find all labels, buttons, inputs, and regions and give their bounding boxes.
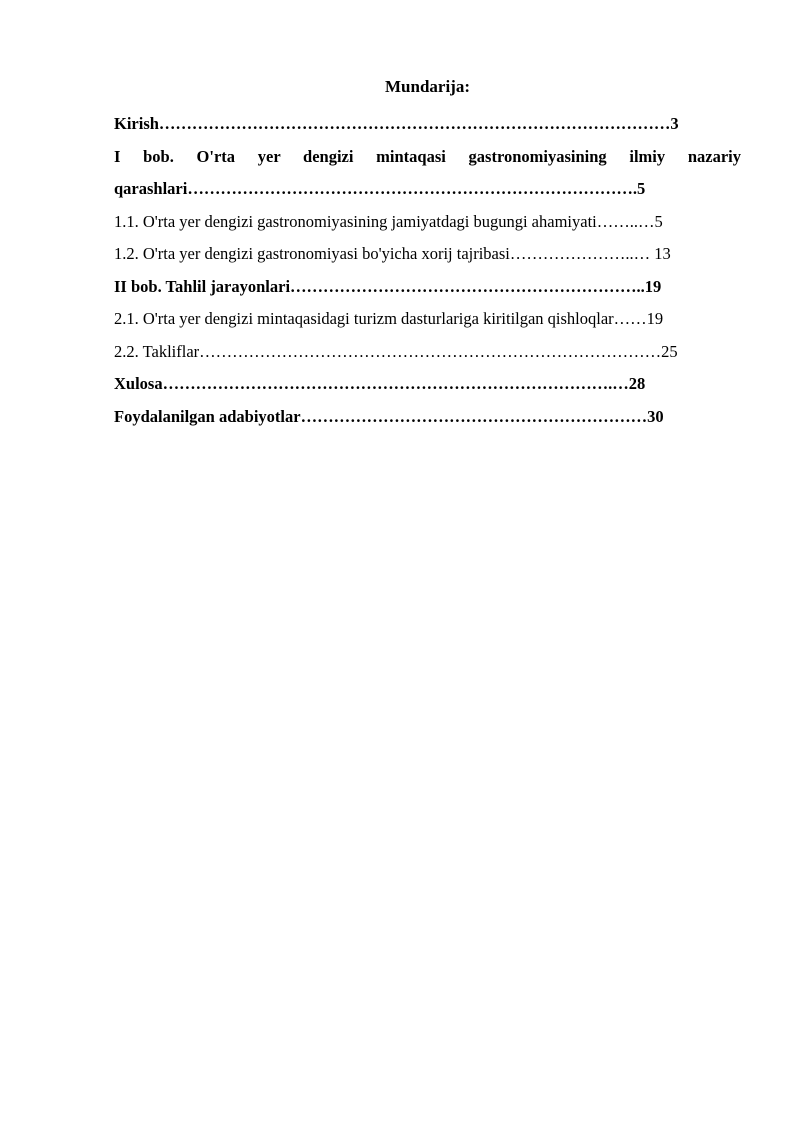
toc-title: Mundarija: bbox=[385, 77, 470, 96]
toc-entry-chapter-1: I bob. O'rta yer dengizi mintaqasi gastronomiyasining ilmiy nazariy qarashlari……………………………………………………………………….5 bbox=[114, 146, 741, 198]
toc-entry-xulosa: Xulosa……………………………………………………………………….…28 bbox=[114, 374, 646, 393]
table-of-contents bbox=[114, 76, 741, 433]
toc-entry-kirish: Kirish…………………………………………………………………………………3 bbox=[114, 114, 679, 133]
toc-entry-section-1-2: 1.2. O'rta yer dengizi gastronomiyasi bo'yicha xorij tajribasi…………………..… 13 bbox=[114, 244, 671, 263]
toc-entry-section-2-2: 2.2. Takliflar…………………………………………………………………………25 bbox=[114, 341, 678, 361]
toc-entry-chapter-2: II bob. Tahlil jarayonlari………………………………………………………..19 bbox=[114, 276, 662, 296]
toc-entry-section-1-1: 1.1. O'rta yer dengizi gastronomiyasining jamiyatdagi bugungi ahamiyati……..…5 bbox=[114, 211, 663, 231]
toc-entry-section-2-1: 2.1. O'rta yer dengizi mintaqasidagi turizm dasturlariga kiritilgan qishloqlar……19 bbox=[114, 309, 664, 328]
toc-entry-references: Foydalanilgan adabiyotlar………………………………………………………30 bbox=[114, 406, 664, 426]
